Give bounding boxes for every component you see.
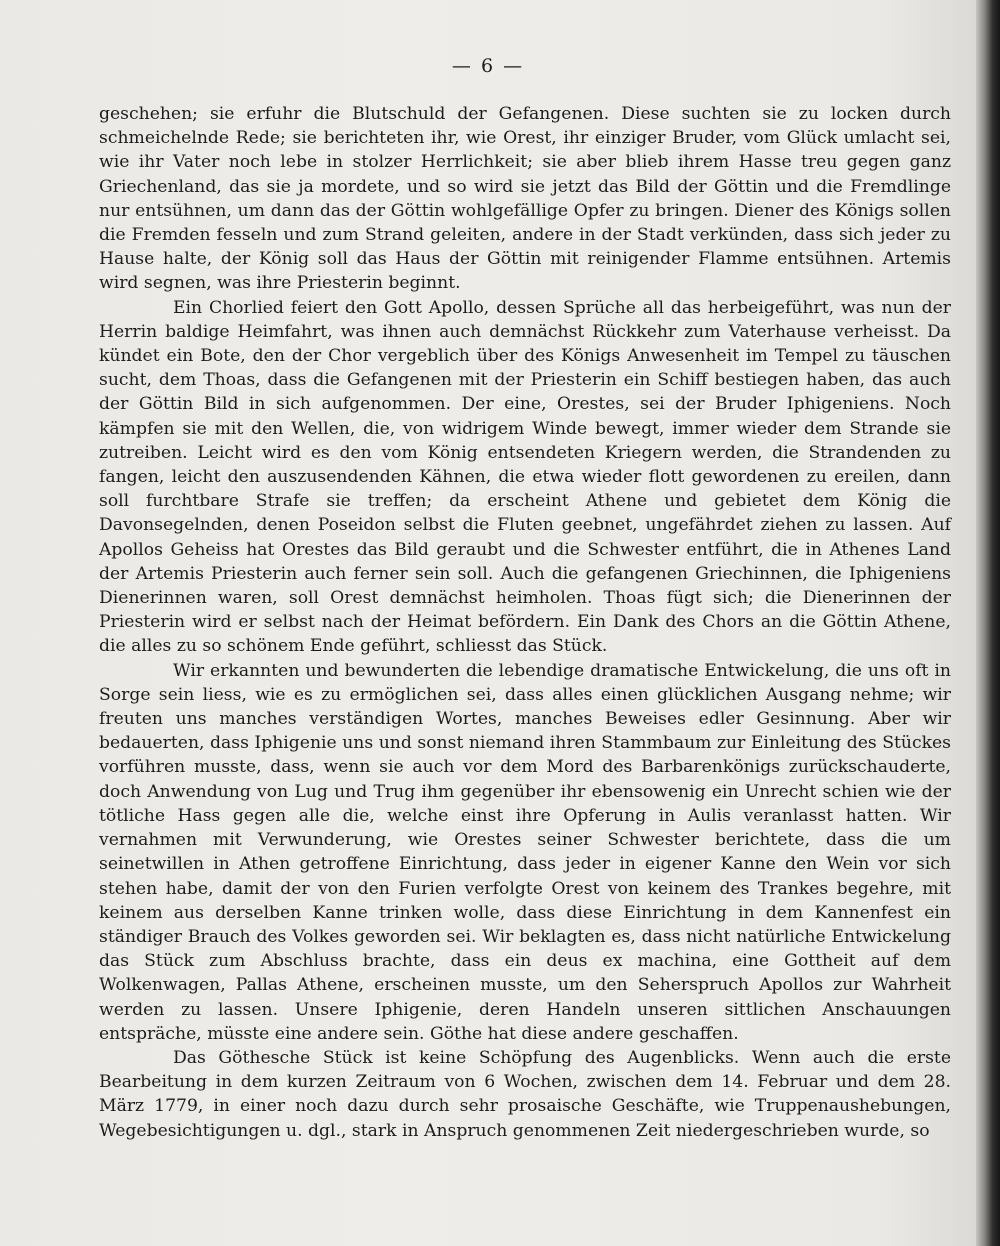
paragraph-2: Ein Chorlied feiert den Gott Apollo, dessen Sprüche all das herbeigeführt, was nun der Herrin baldige Heimfahrt, was ihnen auch demnächst Rückkehr zum Vaterhause verheisst. Da kündet ein Bote, den der Chor vergeblich über des Königs Anwesenheit im Tempel zu täuschen sucht, dem Thoas, dass die Gefangenen mit der Priesterin ein Schiff bestiegen haben, das auch der Göttin Bild in sich aufgenommen. Der eine, Orestes, sei der Bruder Iphigeniens. Noch kämpfen sie mit den Wellen, die, von widrigem Winde bewegt, immer wieder dem Strande sie zutreiben. Leicht wird es den vom König entsendeten Kriegern werden, die Strandenden zu fangen, leicht den auszusendenden Kähnen, die etwa wieder flott gewordenen zu ereilen, dann soll furchtbare Strafe sie treffen; da erscheint Athene und gebietet dem König die Davonsegelnden, denen Poseidon selbst die Fluten geebnet, ungefährdet ziehen zu lassen. Auf Apollos Geheiss hat Orestes das Bild geraubt und die Schwester entführt, die in Athenes Land der Artemis Priesterin auch ferner sein soll. Auch die gefangenen Griechinnen, die Iphigeniens Dienerinnen waren, soll Orest demnächst heimholen. Thoas fügt sich; die Dienerinnen der Priesterin wird er selbst nach der Heimat befördern. Ein Dank des Chors an die Göttin Athene, die alles zu so schönem Ende geführt, schliesst das Stück.: [99, 297, 951, 657]
paragraph-4: Das Göthesche Stück ist keine Schöpfung des Augenblicks. Wenn auch die erste Bearbeitung in dem kurzen Zeitraum von 6 Wochen, zwischen dem 14. Februar und dem 28. März 1779, in einer noch dazu durch sehr prosaische Geschäfte, wie Truppenaushebungen, Wegebesichtigungen u. dgl., stark in Anspruch genommenen Zeit niedergeschrieben wurde, so: [99, 1047, 951, 1141]
page-number: — 6 —: [451, 55, 525, 77]
book-gutter-shadow: [976, 0, 1000, 1246]
paragraph-3: Wir erkannten und bewunderten die lebendige dramatische Entwickelung, die uns oft in Sorge sein liess, wie es zu ermöglichen sei, dass alles einen glücklichen Ausgang nehme; wir freuten uns manches verständigen Wortes, manches Beweises edler Gesinnung. Aber wir bedauerten, dass Iphigenie uns und sonst niemand ihren Stammbaum zur Einleitung des Stückes vorführen musste, dass, wenn sie auch vor dem Mord des Barbarenkönigs zurückschauderte, doch Anwendung von Lug und Trug ihm gegenüber ihr ebensowenig ein Unrecht schien wie der tötliche Hass gegen alle die, welche einst ihre Opferung in Aulis veranlasst hatten. Wir vernahmen mit Verwunderung, wie Orestes seiner Schwester berichtete, dass die um seinetwillen in Athen getroffene Einrichtung, dass jeder in eigener Kanne den Wein vor sich stehen habe, damit der von den Furien verfolgte Orest von keinem des Trankes begehre, mit keinem aus derselben Kanne trinken wolle, dass diese Einrichtung in dem Kannenfest ein ständiger Brauch des Volkes geworden sei. Wir beklagten es, dass nicht natürliche Entwickelung das Stück zum Abschluss brachte, dass ein deus ex machina, eine Gottheit auf dem Wolkenwagen, Pallas Athene, erscheinen musste, um den Seherspruch Apollos zur Wahrheit werden zu lassen. Unsere Iphigenie, deren Handeln unseren sittlichen Anschauungen entspräche, müsste eine andere sein. Göthe hat diese andere geschaffen.: [99, 660, 951, 1044]
body-text: [99, 102, 951, 1143]
paragraph-1: geschehen; sie erfuhr die Blutschuld der Gefangenen. Diese suchten sie zu locken durch schmeichelnde Rede; sie berichteten ihr, wie Orest, ihr einziger Bruder, vom Glück umlacht sei, wie ihr Vater noch lebe in stolzer Herrlichkeit; sie aber blieb ihrem Hasse treu gegen ganz Griechenland, das sie ja mordete, und so wird sie jetzt das Bild der Göttin und die Fremdlinge nur entsühnen, um dann das der Göttin wohlgefällige Opfer zu bringen. Diener des Königs sollen die Fremden fesseln und zum Strand geleiten, andere in der Stadt verkünden, dass sich jeder zu Hause halte, der König soll das Haus der Göttin mit reinigender Flamme entsühnen. Artemis wird segnen, was ihre Priesterin beginnt.: [99, 104, 951, 294]
